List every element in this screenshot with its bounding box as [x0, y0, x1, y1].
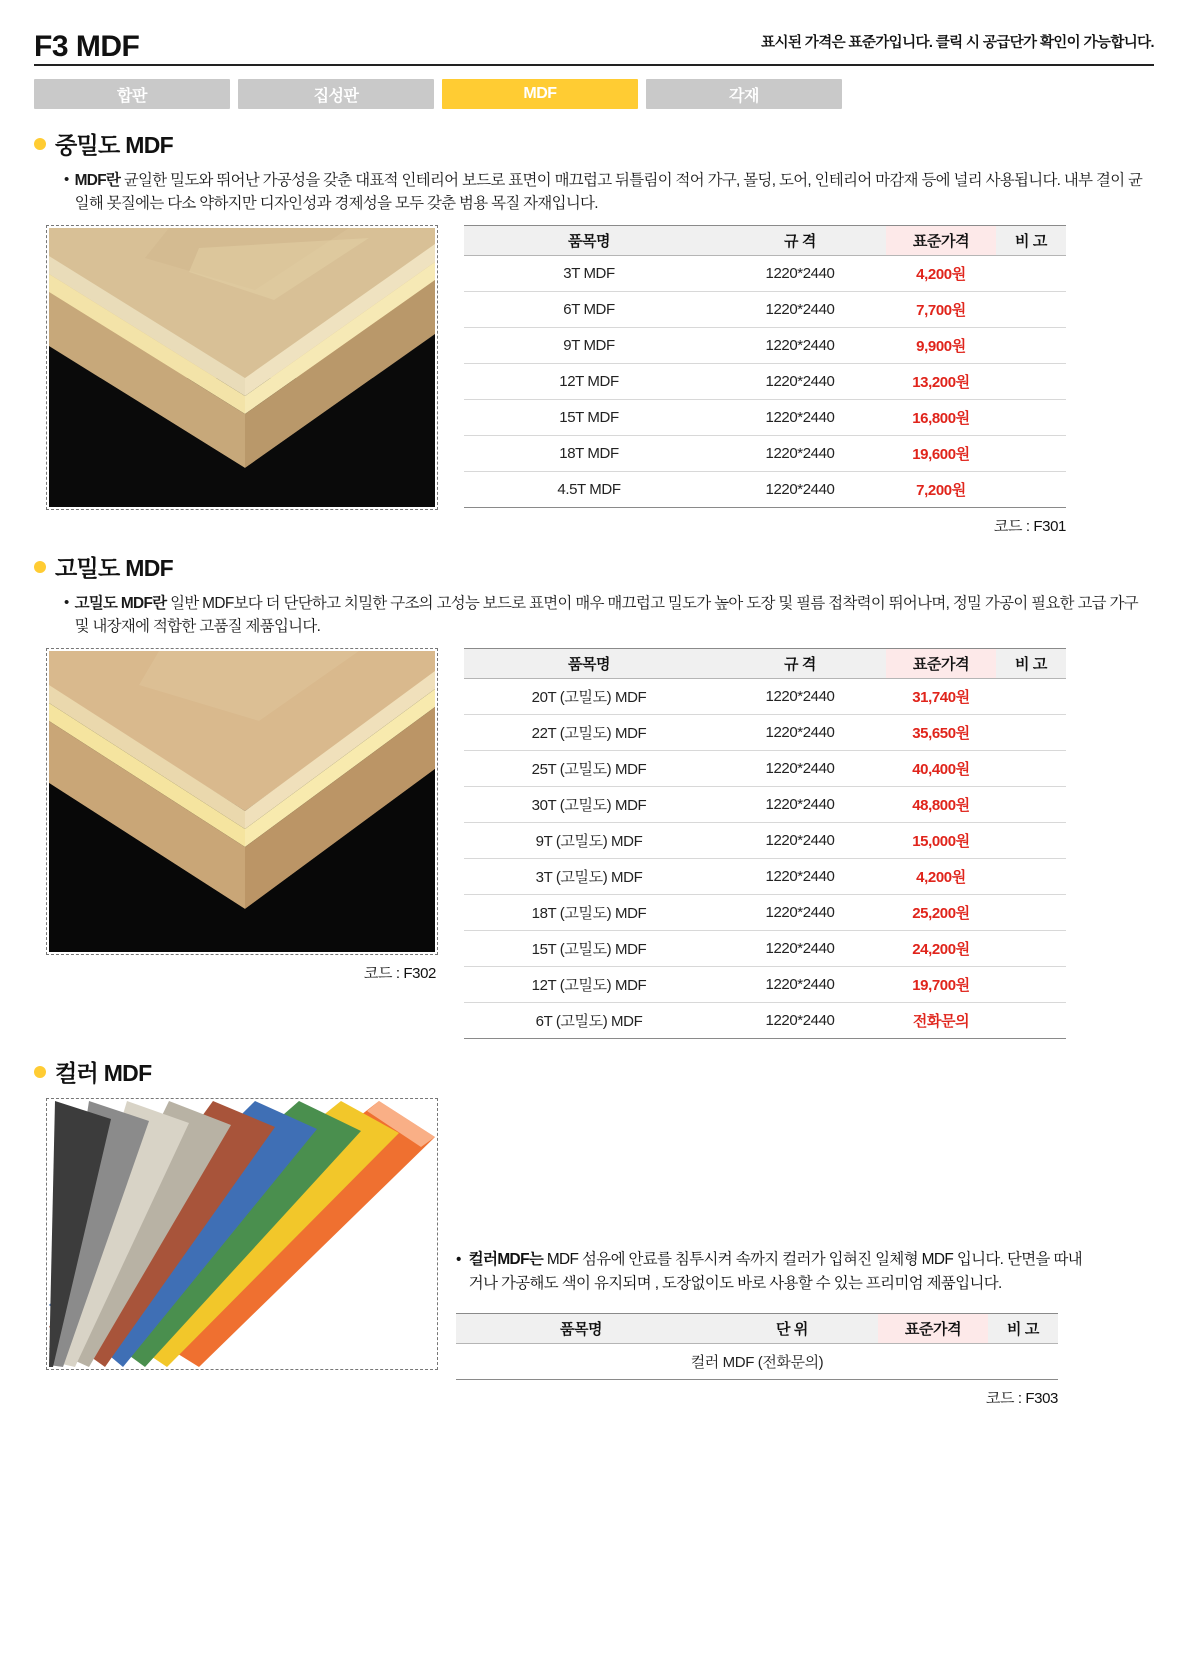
cell-note — [996, 256, 1066, 292]
cell-item-name: 6T (고밀도) MDF — [464, 1003, 714, 1039]
photo-high-density — [49, 651, 435, 952]
description-body: MDF 섬유에 안료를 침투시켜 속까지 컬러가 입혀진 일체형 MDF 입니다. 단면을 따내거나 가공해도 색이 유지되며 , 도장없이도 바로 사용할 수 있는 프리미엄 제품입니다. — [468, 1251, 1083, 1292]
photo-frame — [46, 1098, 438, 1370]
bullet-small-icon: • — [456, 1251, 461, 1269]
table-row[interactable] — [464, 967, 1066, 1003]
tab-label: 집성판 — [313, 87, 359, 105]
header-price: 표준가격 — [886, 649, 996, 679]
photo-medium-density — [49, 228, 435, 507]
cell-spec: 1220*2440 — [714, 436, 886, 472]
bullet-small-icon: • — [64, 594, 69, 612]
section-title: 중밀도 MDF — [55, 132, 173, 158]
price-table-medium-density — [464, 225, 1066, 508]
cell-note — [996, 859, 1066, 895]
header-price: 표준가격 — [886, 226, 996, 256]
tab-label: MDF — [523, 85, 557, 102]
cell-spec: 1220*2440 — [714, 787, 886, 823]
cell-price: 35,650원 — [886, 715, 996, 751]
header-divider — [34, 64, 1154, 66]
description-text — [469, 1248, 1096, 1295]
cell-spec: 1220*2440 — [714, 472, 886, 508]
table-row[interactable] — [464, 859, 1066, 895]
cell-note — [996, 715, 1066, 751]
tab-mdf[interactable] — [442, 79, 638, 109]
table-row[interactable] — [464, 679, 1066, 715]
bullet-icon — [34, 561, 46, 573]
cell-spec: 1220*2440 — [714, 1003, 886, 1039]
table-row[interactable] — [464, 751, 1066, 787]
cell-note — [996, 364, 1066, 400]
cell-price: 13,200원 — [886, 364, 996, 400]
table-row[interactable] — [464, 895, 1066, 931]
table-header-row — [464, 649, 1066, 679]
table-wrap-medium-density — [464, 225, 1066, 536]
header-unit: 단 위 — [706, 1314, 878, 1344]
cell-item-name: 25T (고밀도) MDF — [464, 751, 714, 787]
description-text — [75, 169, 1154, 215]
cell-price: 24,200원 — [886, 931, 996, 967]
table-row[interactable] — [464, 715, 1066, 751]
cell-note — [996, 751, 1066, 787]
description-term: 컬러MDF는 — [468, 1251, 544, 1269]
cell-item-name: 9T MDF — [464, 328, 714, 364]
cell-price: 25,200원 — [886, 895, 996, 931]
photo-high-density-wrap — [46, 648, 438, 1039]
bullet-icon — [34, 138, 46, 150]
content-row-medium-density — [34, 225, 1154, 536]
product-code-f302: 코드 : F302 — [363, 965, 436, 983]
table-row[interactable] — [464, 1003, 1066, 1039]
cell-item-name: 3T (고밀도) MDF — [464, 859, 714, 895]
section-heading-medium-density — [34, 127, 1154, 160]
content-row-high-density — [34, 648, 1154, 1039]
table-row[interactable] — [464, 364, 1066, 400]
hdf-board-illustration — [49, 651, 435, 952]
cell-spec: 1220*2440 — [714, 967, 886, 1003]
price-table-high-density — [464, 648, 1066, 1039]
header-note: 비 고 — [988, 1314, 1058, 1344]
section-heading-high-density — [34, 550, 1154, 583]
photo-frame — [46, 648, 438, 955]
page-header — [34, 0, 1154, 62]
header-item-name: 품목명 — [464, 226, 714, 256]
product-code-f303: 코드 : F303 — [985, 1390, 1058, 1408]
price-table-color-mdf — [456, 1313, 1058, 1380]
cell-note — [996, 931, 1066, 967]
cell-note — [996, 1003, 1066, 1039]
table-wrap-color-mdf — [456, 1313, 1096, 1408]
cell-price: 40,400원 — [886, 751, 996, 787]
table-row[interactable] — [464, 823, 1066, 859]
cell-spec: 1220*2440 — [714, 292, 886, 328]
cell-item-name: 6T MDF — [464, 292, 714, 328]
description-body: 균일한 밀도와 뛰어난 가공성을 갖춘 대표적 인테리어 보드로 표면이 매끄럽고 뒤틀림이 적어 가구, 몰딩, 도어, 인테리어 마감재 등에 널리 사용됩니다. 내부 결이 균일해 못질에는 다소 약하지만 디자인성과 경제성을 모두 갖춘 범용 목질 자재입니다. — [74, 172, 1143, 213]
table-row[interactable] — [464, 787, 1066, 823]
cell-price: 7,200원 — [886, 472, 996, 508]
description-term: 고밀도 MDF란 — [74, 595, 167, 613]
photo-medium-density-wrap — [46, 225, 438, 536]
cell-price: 19,600원 — [886, 436, 996, 472]
description-body: 일반 MDF보다 더 단단하고 치밀한 구조의 고성능 보드로 표면이 매우 매끄럽고 밀도가 높아 도장 및 필름 접착력이 뛰어나며, 정밀 가공이 필요한 고급 가구 및 내장재에 적합한 고품질 제품입니다. — [74, 595, 1138, 636]
table-row[interactable] — [464, 472, 1066, 508]
cell-spec: 1220*2440 — [714, 895, 886, 931]
cell-item-name: 12T (고밀도) MDF — [464, 967, 714, 1003]
tab-plywood[interactable] — [34, 79, 230, 109]
cell-price: 9,900원 — [886, 328, 996, 364]
tab-label: 각재 — [729, 87, 759, 105]
cell-spec: 1220*2440 — [714, 715, 886, 751]
cell-item-name: 9T (고밀도) MDF — [464, 823, 714, 859]
cell-color-mdf-inquiry: 컬러 MDF (전화문의) — [456, 1344, 1058, 1380]
category-tabs — [34, 79, 1154, 109]
table-row[interactable] — [464, 328, 1066, 364]
cell-spec: 1220*2440 — [714, 364, 886, 400]
header-item-name: 품목명 — [456, 1314, 706, 1344]
section-title: 컬러 MDF — [55, 1060, 152, 1087]
cell-spec: 1220*2440 — [714, 859, 886, 895]
cell-item-name: 22T (고밀도) MDF — [464, 715, 714, 751]
section-description-medium-density — [34, 169, 1154, 215]
tab-glulam[interactable] — [238, 79, 434, 109]
cell-note — [996, 967, 1066, 1003]
page-title: F3 MDF — [34, 30, 140, 63]
cell-item-name: 4.5T MDF — [464, 472, 714, 508]
cell-price: 4,200원 — [886, 256, 996, 292]
cell-spec: 1220*2440 — [714, 256, 886, 292]
cell-price: 48,800원 — [886, 787, 996, 823]
table-row[interactable] — [456, 1344, 1058, 1380]
cell-item-name: 15T (고밀도) MDF — [464, 931, 714, 967]
cell-note — [996, 787, 1066, 823]
cell-note — [996, 400, 1066, 436]
header-note: 표시된 가격은 표준가입니다. 클릭 시 공급단가 확인이 가능합니다. — [761, 35, 1154, 51]
cell-note — [996, 328, 1066, 364]
cell-price: 19,700원 — [886, 967, 996, 1003]
header-spec: 규 격 — [714, 649, 886, 679]
cell-note — [996, 472, 1066, 508]
photo-frame — [46, 225, 438, 510]
cell-spec: 1220*2440 — [714, 400, 886, 436]
cell-item-name: 12T MDF — [464, 364, 714, 400]
cell-spec: 1220*2440 — [714, 823, 886, 859]
cell-price: 16,800원 — [886, 400, 996, 436]
cell-note — [996, 679, 1066, 715]
cell-note — [996, 292, 1066, 328]
cell-note — [996, 436, 1066, 472]
table-header-row — [456, 1314, 1058, 1344]
cell-item-name: 30T (고밀도) MDF — [464, 787, 714, 823]
cell-price: 4,200원 — [886, 859, 996, 895]
table-header-row — [464, 226, 1066, 256]
mdf-board-illustration — [49, 228, 435, 507]
table-row[interactable] — [464, 292, 1066, 328]
color-mdf-stack-illustration — [49, 1101, 435, 1367]
cell-spec: 1220*2440 — [714, 931, 886, 967]
header-note: 비 고 — [996, 226, 1066, 256]
section-title: 고밀도 MDF — [55, 555, 173, 582]
header-spec: 규 격 — [714, 226, 886, 256]
table-row[interactable] — [464, 256, 1066, 292]
cell-note — [996, 823, 1066, 859]
table-wrap-high-density — [464, 648, 1066, 1039]
cell-item-name: 18T (고밀도) MDF — [464, 895, 714, 931]
cell-item-name: 18T MDF — [464, 436, 714, 472]
table-row[interactable] — [464, 931, 1066, 967]
cell-price: 전화문의 — [886, 1003, 996, 1039]
description-term: MDF란 — [74, 172, 121, 189]
table-row[interactable] — [464, 400, 1066, 436]
section-description-high-density — [34, 592, 1154, 638]
tab-label: 합판 — [117, 87, 147, 105]
cell-spec: 1220*2440 — [714, 328, 886, 364]
cell-note — [996, 895, 1066, 931]
section-description-color-mdf — [456, 1248, 1096, 1295]
section-heading-color-mdf — [34, 1055, 1154, 1088]
photo-color-mdf-wrap — [46, 1098, 438, 1408]
cell-spec: 1220*2440 — [714, 679, 886, 715]
cell-item-name: 20T (고밀도) MDF — [464, 679, 714, 715]
bullet-small-icon: • — [64, 171, 69, 188]
cell-item-name: 15T MDF — [464, 400, 714, 436]
header-note: 비 고 — [996, 649, 1066, 679]
content-row-color-mdf — [34, 1098, 1154, 1408]
description-text — [75, 592, 1154, 638]
cell-price: 7,700원 — [886, 292, 996, 328]
tab-lumber[interactable] — [646, 79, 842, 109]
cell-item-name: 3T MDF — [464, 256, 714, 292]
color-mdf-right — [456, 1098, 1096, 1408]
table-row[interactable] — [464, 436, 1066, 472]
cell-price: 15,000원 — [886, 823, 996, 859]
bullet-icon — [34, 1066, 46, 1078]
cell-spec: 1220*2440 — [714, 751, 886, 787]
header-item-name: 품목명 — [464, 649, 714, 679]
product-code-f301: 코드 : F301 — [993, 518, 1066, 536]
header-price: 표준가격 — [878, 1314, 988, 1344]
photo-color-mdf — [49, 1101, 435, 1367]
cell-price: 31,740원 — [886, 679, 996, 715]
